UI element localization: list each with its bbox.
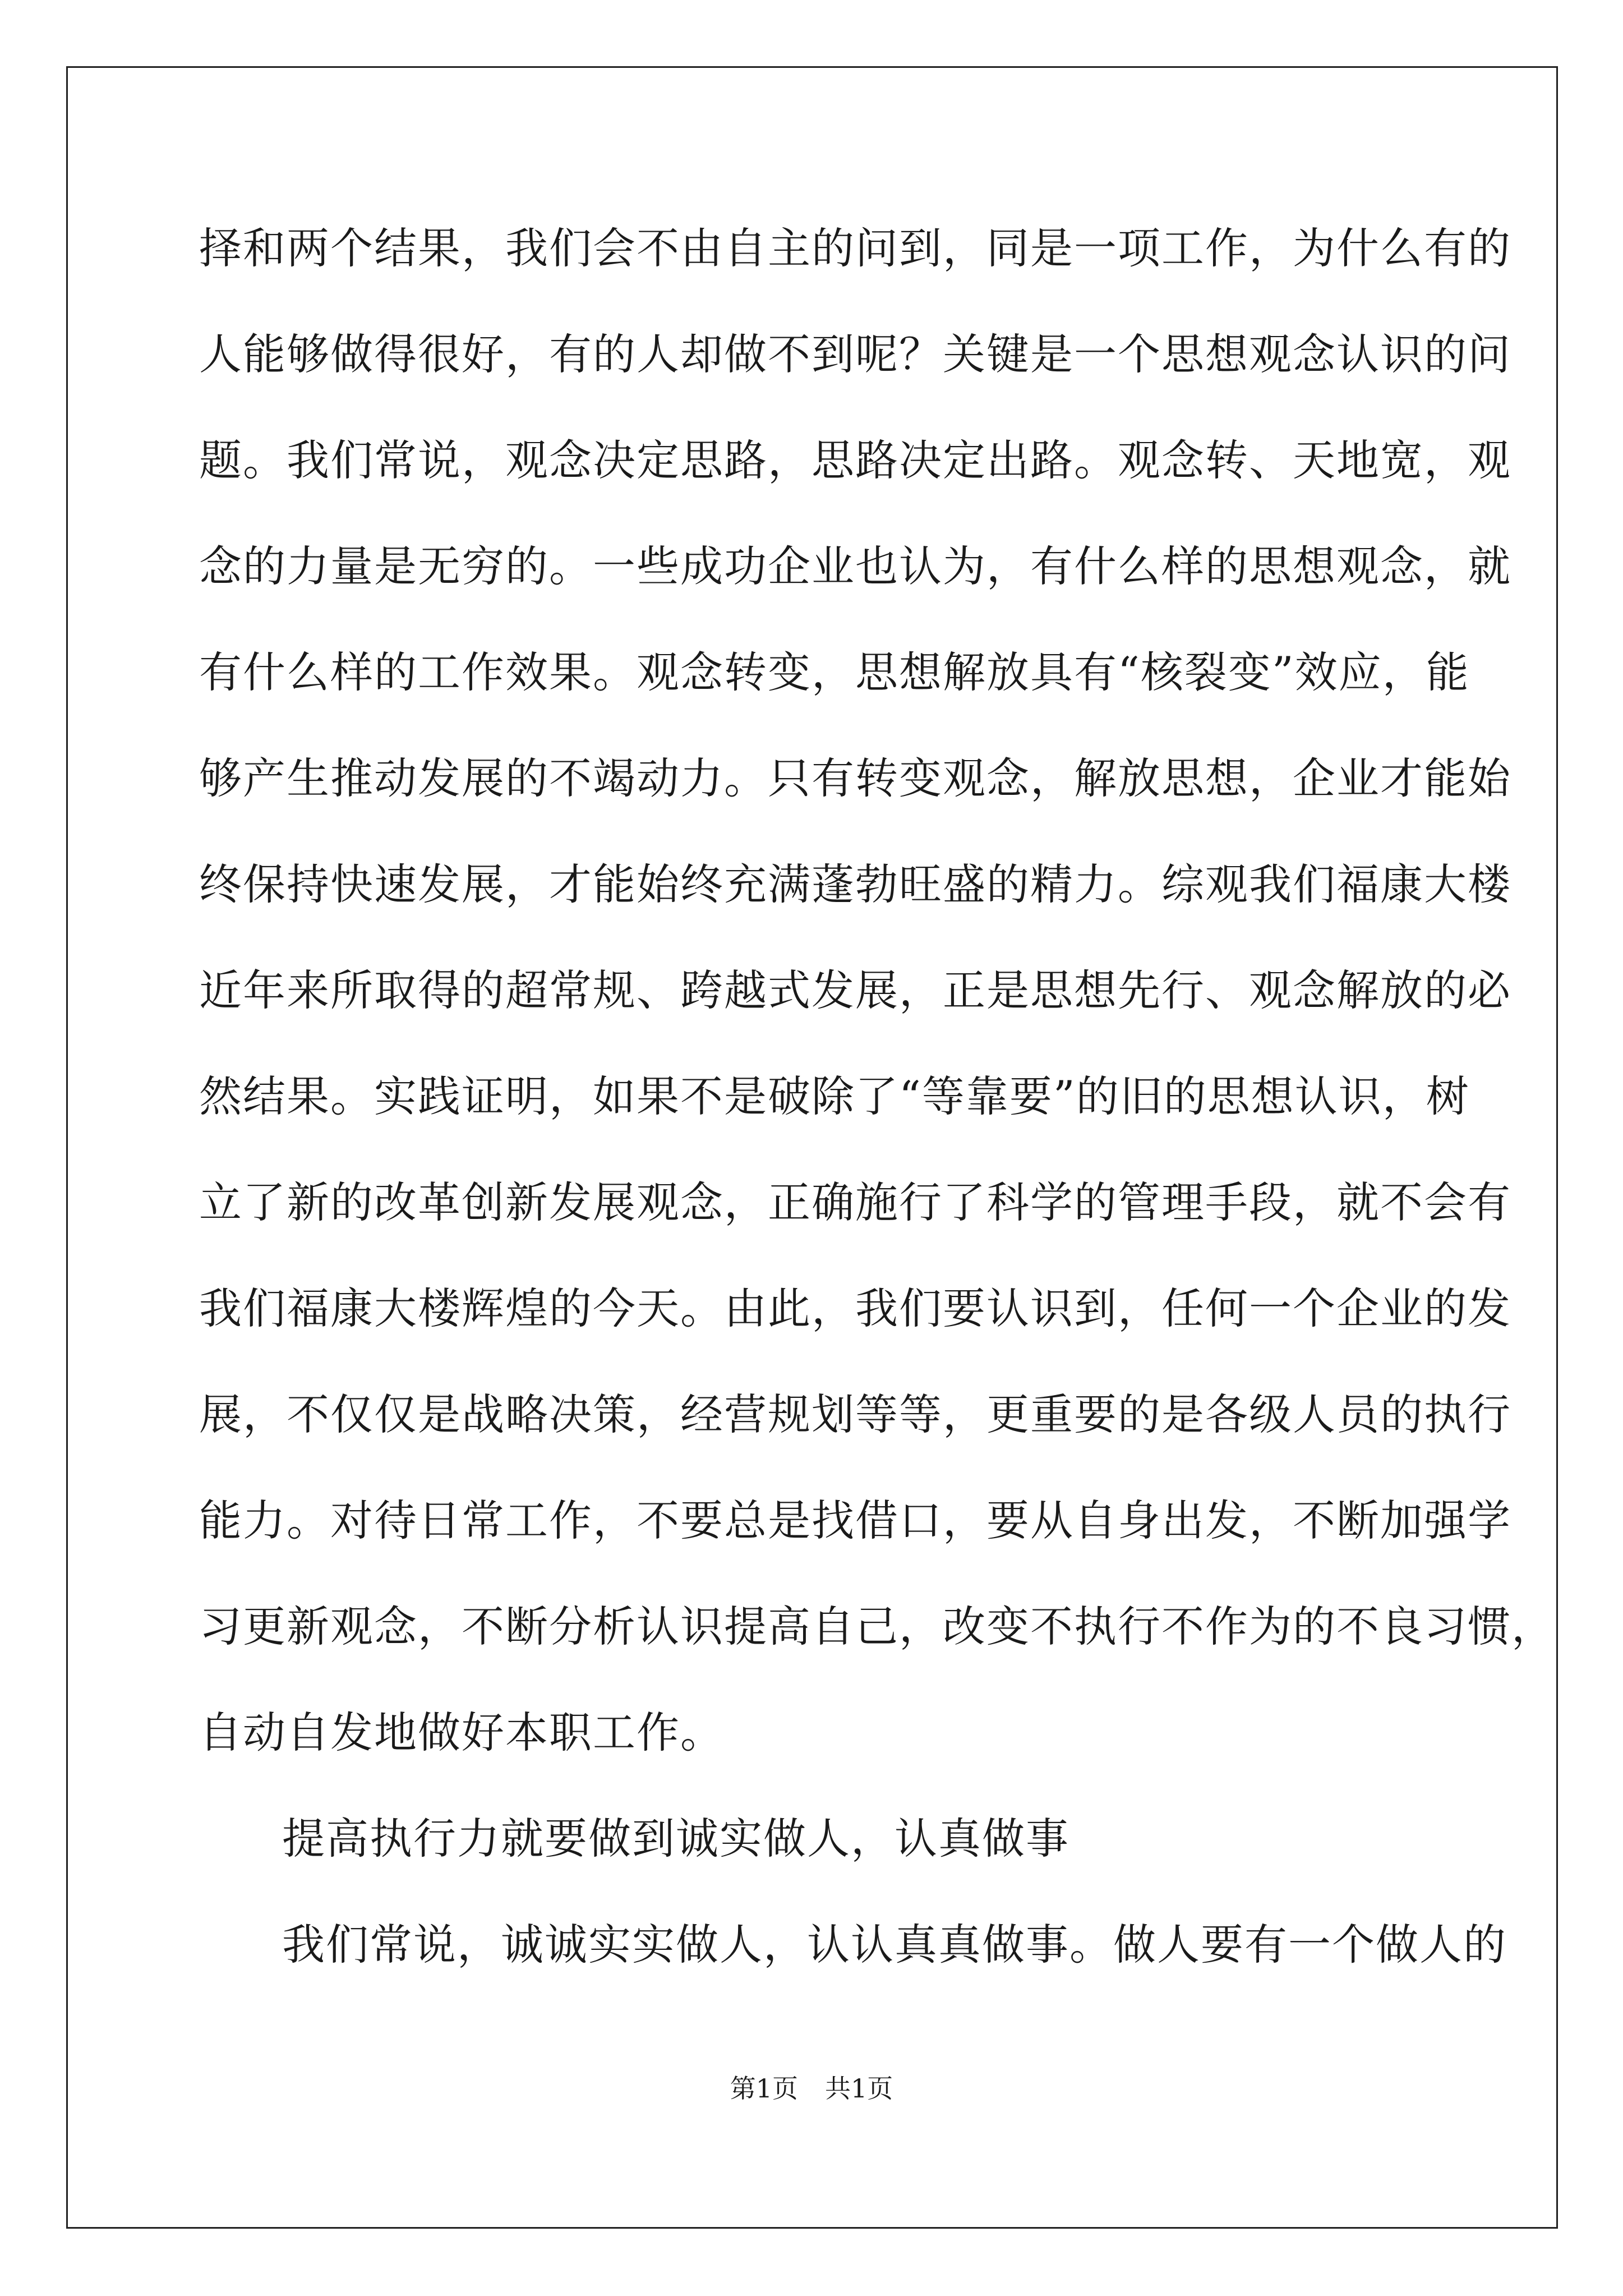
text-line: 能力。对待日常工作，不要总是找借口，要从自身出发，不断加强学 xyxy=(199,1496,1511,1545)
page-number: 第1页 xyxy=(730,2073,798,2104)
text-line: 自动自发地做好本职工作。 xyxy=(199,1708,724,1757)
page-footer xyxy=(0,2073,1623,2104)
page-count: 共1页 xyxy=(825,2073,893,2104)
text-line: 立了新的改革创新发展观念，正确施行了科学的管理手段，就不会有 xyxy=(199,1177,1511,1227)
section-heading: 提高执行力就要做到诚实做人，认真做事 xyxy=(282,1814,1069,1864)
text-line: 念的力量是无穷的。一些成功企业也认为，有什么样的思想观念，就 xyxy=(199,541,1511,591)
text-line: 择和两个结果，我们会不由自主的问到，同是一项工作，为什么有的 xyxy=(199,223,1511,273)
text-line: 习更新观念，不断分析认识提高自己，改变不执行不作为的不良习惯， xyxy=(199,1602,1555,1651)
text-line: 题。我们常说，观念决定思路，思路决定出路。观念转、天地宽，观 xyxy=(199,435,1511,485)
text-line: 有什么样的工作效果。观念转变，思想解放具有“核裂变”效应，能 xyxy=(199,647,1470,697)
page-border xyxy=(66,66,1558,2229)
paragraph-start-line: 我们常说，诚诚实实做人，认认真真做事。做人要有一个做人的 xyxy=(282,1920,1507,1970)
text-line: 展，不仅仅是战略决策，经营规划等等，更重要的是各级人员的执行 xyxy=(199,1389,1511,1439)
text-line: 够产生推动发展的不竭动力。只有转变观念，解放思想，企业才能始 xyxy=(199,753,1511,803)
text-line: 我们福康大楼辉煌的今天。由此，我们要认识到，任何一个企业的发 xyxy=(199,1283,1511,1333)
text-line: 近年来所取得的超常规、跨越式发展，正是思想先行、观念解放的必 xyxy=(199,965,1511,1015)
text-line: 然结果。实践证明，如果不是破除了“等靠要”的旧的思想认识，树 xyxy=(199,1071,1470,1121)
text-line: 终保持快速发展，才能始终充满蓬勃旺盛的精力。综观我们福康大楼 xyxy=(199,859,1511,909)
text-line: 人能够做得很好，有的人却做不到呢？关键是一个思想观念认识的问 xyxy=(199,329,1511,379)
